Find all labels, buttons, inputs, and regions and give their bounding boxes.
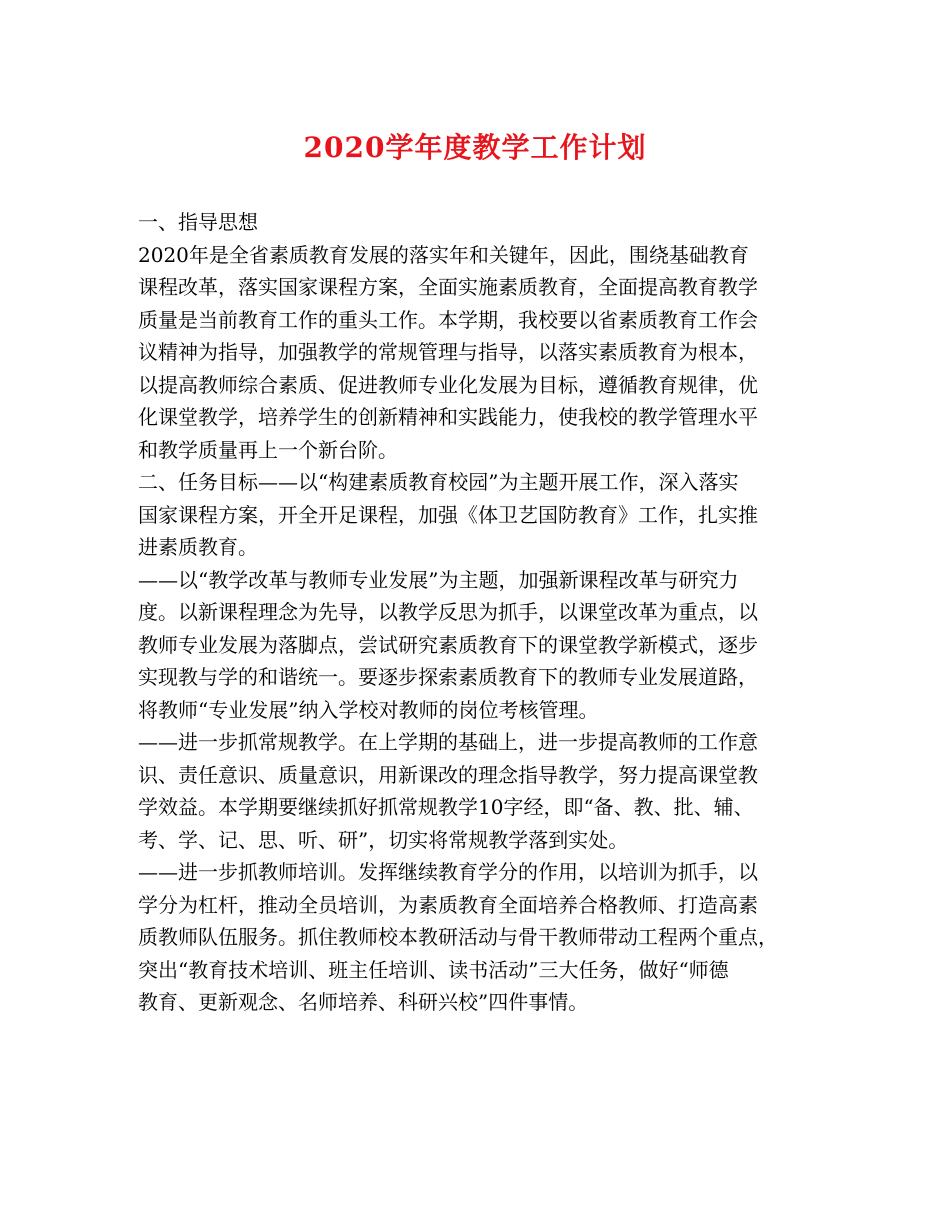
- body-line: ——进一步抓常规教学。在上学期的基础上，进一步提高教师的工作意: [138, 730, 758, 754]
- document-body: [138, 206, 828, 1019]
- body-line: 考、学、记、思、听、研”，切实将常规教学落到实处。: [138, 827, 629, 852]
- body-line: 教师专业发展为落脚点，尝试研究素质教育下的课堂教学新模式，逐步: [138, 632, 758, 657]
- body-line: 学效益。本学期要继续抓好抓常规教学10字经，即“备、教、批、辅、: [138, 795, 754, 819]
- body-line: 实现教与学的和谐统一。要逐步探索素质教育下的教师专业发展道路，: [138, 665, 758, 689]
- body-line: 质教师队伍服务。抓住教师校本教研活动与骨干教师带动工程两个重点，: [138, 925, 778, 949]
- body-line: 度。以新课程理念为先导，以教学反思为抓手，以课堂改革为重点，以: [138, 600, 758, 624]
- body-line: 突出“教育技术培训、班主任培训、读书活动”三大任务，做好“师德: [138, 957, 729, 982]
- document-title: 2020学年度教学工作计划: [303, 131, 647, 164]
- body-line: 识、责任意识、质量意识，用新课改的理念指导教学，努力提高课堂教: [138, 762, 758, 787]
- body-line: 和教学质量再上一个新台阶。: [138, 437, 398, 462]
- body-line: 教育、更新观念、名师培养、科研兴校”四件事情。: [138, 990, 589, 1014]
- body-line: 课程改革，落实国家课程方案，全面实施素质教育，全面提高教育教学: [138, 275, 758, 299]
- body-line: 将教师“专业发展”纳入学校对教师的岗位考核管理。: [138, 697, 599, 722]
- body-line: 质量是当前教育工作的重头工作。本学期，我校要以省素质教育工作会: [138, 307, 758, 332]
- body-line: ——进一步抓教师培训。发挥继续教育学分的作用，以培训为抓手，以: [138, 860, 758, 884]
- body-line: 进素质教育。: [138, 535, 258, 559]
- body-line: 以提高教师综合素质、促进教师专业化发展为目标，遵循教育规律，优: [138, 372, 758, 397]
- body-line: 议精神为指导，加强教学的常规管理与指导，以落实素质教育为根本，: [138, 340, 758, 364]
- body-line: 二、任务目标——以“构建素质教育校园”为主题开展工作，深入落实: [138, 470, 739, 494]
- body-line: ——以“教学改革与教师专业发展”为主题，加强新课程改革与研究力: [138, 567, 739, 592]
- body-line: 一、指导思想: [138, 210, 258, 234]
- body-line: 学分为杠杆，推动全员培训，为素质教育全面培养合格教师、打造高素: [138, 892, 758, 917]
- body-line: 国家课程方案，开全开足课程，加强《体卫艺国防教育》工作，扎实推: [138, 502, 758, 527]
- body-line: 2020年是全省素质教育发展的落实年和关键年，因此，围绕基础教育: [138, 242, 749, 267]
- body-line: 化课堂教学，培养学生的创新精神和实践能力，使我校的教学管理水平: [138, 405, 758, 429]
